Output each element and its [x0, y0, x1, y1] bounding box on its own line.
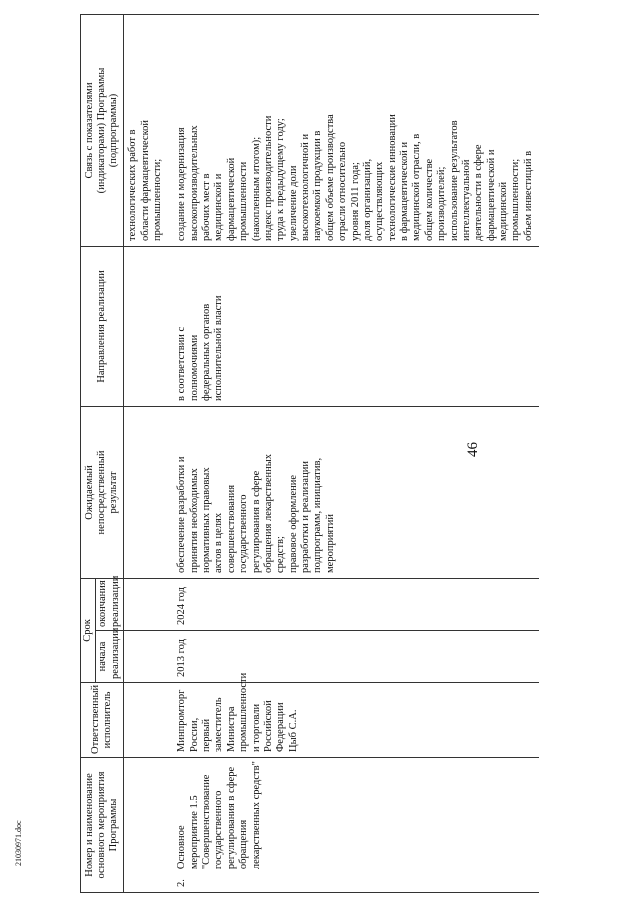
text-line: актов в целях	[213, 512, 225, 573]
text-line: промышленности;	[151, 158, 163, 241]
text-line: лекарственных средств"	[250, 761, 262, 870]
text-line: наукоемкой продукции в	[312, 130, 324, 241]
text-line: Российской	[262, 700, 274, 752]
text-line: увеличение доли	[287, 165, 299, 241]
text-line: медицинской и	[213, 173, 225, 241]
text-line: обращения лекарственных	[262, 453, 274, 573]
text-line: создание и модернизация	[176, 127, 188, 241]
page-number: 46	[465, 442, 481, 457]
text-line: Цыб С.А.	[287, 709, 299, 752]
rotated-table-page	[80, 15, 560, 893]
text-line: непосредственный	[95, 450, 107, 535]
text-line: уровня 2011 года;	[349, 162, 361, 241]
text-line: технологических работ в	[127, 129, 139, 241]
cell-empty	[124, 758, 173, 893]
text-line: заместитель	[213, 697, 225, 752]
header-start	[96, 627, 124, 683]
cell-start: 2013 год	[172, 631, 539, 683]
cell-empty	[124, 406, 173, 578]
text-line: исполнитель	[102, 691, 114, 749]
text-line: нормативных правовых	[201, 467, 212, 573]
text-line: начала	[97, 641, 109, 672]
header-direction: Направления реализации	[81, 246, 124, 406]
text-line: Ответственный	[89, 684, 101, 754]
text-line: реализации	[109, 627, 121, 679]
table-row-2	[172, 14, 539, 892]
text-line: промышленности	[238, 161, 250, 241]
text-line: (индикаторами) Программы	[95, 67, 107, 194]
text-line: труда к предыдущему году;	[275, 118, 287, 241]
text-line: объем инвестиций в	[522, 150, 534, 241]
cell-link	[172, 14, 539, 246]
text-line: (накопленным итогом);	[250, 136, 262, 241]
header-link	[81, 14, 124, 246]
text-line: в соответствии с	[176, 326, 188, 401]
row-number: 2.	[176, 879, 188, 887]
text-line: в фармацевтической и	[399, 141, 410, 241]
text-line: регулирования в сфере	[225, 766, 237, 870]
text-line: деятельности в сфере	[473, 144, 485, 241]
cell-direction	[172, 246, 539, 406]
text-line: России,	[188, 717, 200, 752]
text-line: общем объеме производства	[324, 114, 336, 241]
cell-empty	[124, 683, 173, 758]
text-line: Номер и наименование	[83, 773, 95, 877]
cell-empty	[124, 631, 173, 683]
text-line: разработки и реализации	[300, 461, 311, 573]
text-line: общем количестве	[423, 158, 435, 241]
text-line: интеллектуальной	[460, 159, 472, 241]
header-executor	[81, 683, 124, 758]
header-name	[81, 758, 124, 893]
text-line: фармацевтической и	[485, 149, 497, 241]
text-line: обращения	[238, 819, 250, 870]
text-line: подпрограмм, инициатив,	[312, 457, 324, 573]
text-line: производителей;	[436, 166, 448, 241]
text-line: Минпромторг	[176, 689, 188, 752]
cell-result	[172, 406, 539, 578]
text-line: отрасли относительно	[337, 141, 349, 241]
text-line: и торговли	[250, 703, 262, 752]
text-line: обеспечение разработки и	[176, 456, 188, 573]
text-line: доля организаций,	[361, 158, 373, 241]
text-line: реализации	[109, 575, 121, 627]
header-end	[96, 575, 124, 630]
table-header-row-1	[81, 14, 96, 892]
text-line: мероприятие 1.5	[188, 795, 200, 870]
text-line: промышленности	[238, 672, 250, 752]
text-line: полномочиями	[188, 334, 200, 401]
text-line: Ожидаемый	[83, 465, 95, 520]
text-line: Федерации	[275, 702, 287, 752]
text-line: Основное	[176, 825, 188, 870]
cell-empty	[124, 246, 173, 406]
text-line: высокотехнологичной и	[300, 133, 311, 241]
cell-name	[172, 758, 539, 893]
cell-empty	[124, 578, 173, 630]
text-line: результат	[108, 471, 120, 514]
table-row-continuation	[124, 14, 173, 892]
text-line: исполнительной власти	[213, 295, 225, 401]
cell-end: 2024 год	[172, 578, 539, 630]
cell-link-continued	[124, 14, 173, 246]
text-line: медицинской отрасли, в	[411, 133, 423, 241]
document-footer: 21030971.doc	[14, 820, 23, 866]
text-line: государственного	[238, 494, 250, 573]
text-line: первый	[201, 718, 212, 752]
header-term: Срок	[81, 578, 96, 682]
text-line: правовое оформление	[287, 474, 299, 573]
text-line: технологические инновации	[386, 114, 398, 241]
text-line: фармацевтической	[225, 157, 237, 241]
text-line: совершенствования	[225, 484, 237, 573]
header-result	[81, 406, 124, 578]
text-line: высокопроизводительных	[188, 125, 200, 241]
text-line: индекс производительности	[262, 115, 274, 241]
cell-executor	[172, 672, 539, 758]
text-line: государственного	[213, 790, 225, 870]
text-line: рабочих мест в	[201, 173, 212, 241]
activity-name	[176, 761, 263, 869]
text-line: (подпрограммы)	[108, 93, 120, 168]
text-line: области фармацевтической	[139, 119, 151, 241]
text-line: окончания	[97, 580, 109, 627]
text-line: Программы	[108, 798, 120, 852]
text-line: принятия необходимых	[188, 468, 200, 573]
text-line: "Совершенствование	[201, 774, 212, 870]
text-line: Министра	[225, 706, 237, 752]
text-line: промышленности;	[510, 158, 522, 241]
text-line: медицинской	[498, 181, 509, 241]
text-line: средств;	[275, 536, 287, 573]
text-line: регулирования в сфере	[250, 470, 262, 573]
program-table	[80, 14, 539, 893]
text-line: Связь с показателями	[83, 82, 95, 179]
text-line: основного мероприятия	[95, 771, 107, 879]
text-line: мероприятий	[324, 514, 336, 573]
text-line: использование результатов	[448, 120, 460, 241]
text-line: федеральных органов	[201, 303, 212, 401]
text-line: осуществляющих	[374, 161, 386, 241]
